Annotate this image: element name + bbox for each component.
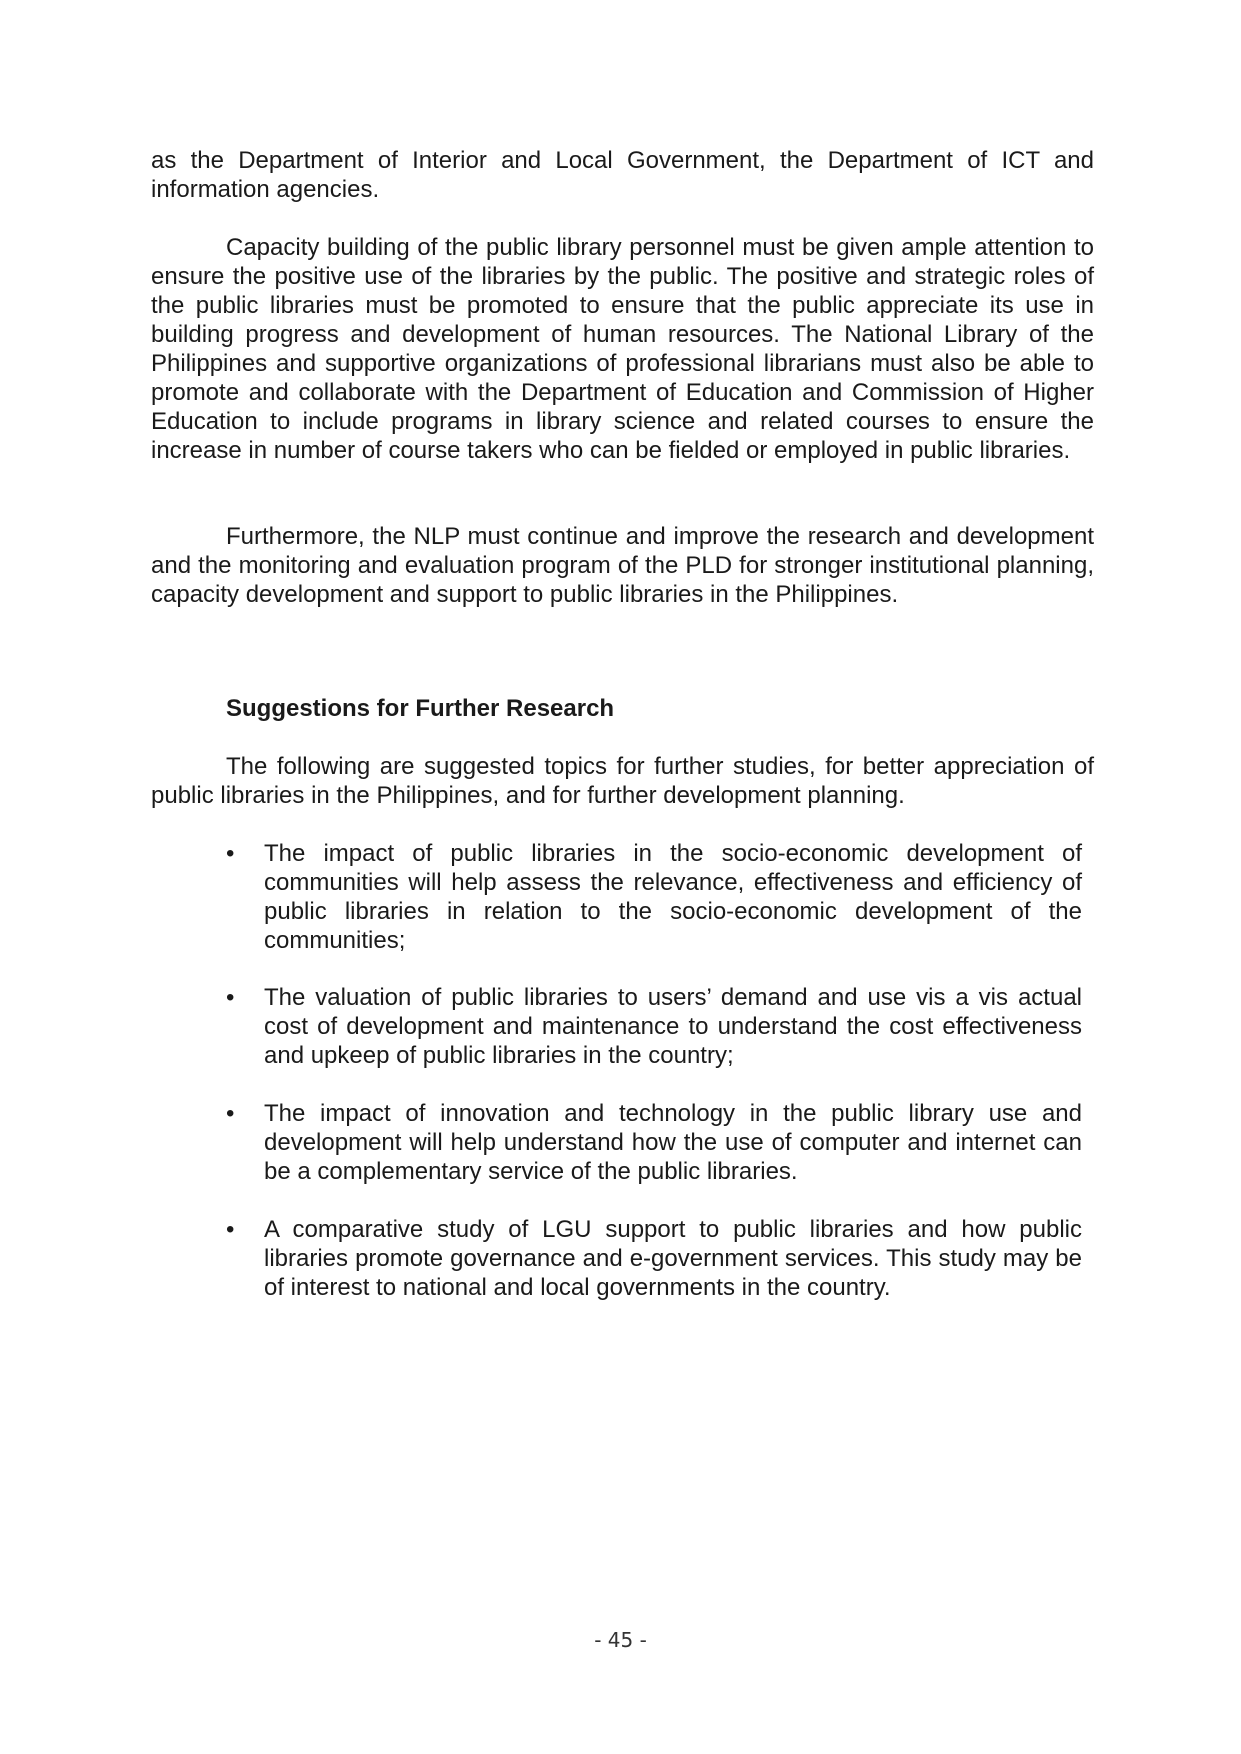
paragraph-continuation: as the Department of Interior and Local Government, the Department of ICT and information agencies. (151, 147, 1094, 203)
paragraph-intro: The following are suggested topics for further studies, for better appreciation of public libraries in the Philippines, and for further development planning. (151, 753, 1094, 809)
bullet-text: A comparative study of LGU support to public libraries and how public libraries promote governance and e-government services. This study may be of interest to national and local governments in the country. (264, 1216, 1082, 1301)
bullet-text: The valuation of public libraries to users’ demand and use vis a vis actual cost of development and maintenance to understand the cost effectiveness and upkeep of public libraries in the country; (264, 984, 1082, 1069)
bullet-text: The impact of innovation and technology in the public library use and development will help understand how the use of computer and internet can be a complementary service of the public libraries. (264, 1100, 1082, 1185)
page-number: - 45 - (594, 1628, 647, 1652)
bullet-text: The impact of public libraries in the socio-economic development of communities will help assess the relevance, effectiveness and efficiency of public libraries in relation to the socio-economic development of the communities; (264, 840, 1082, 954)
bullet-icon: • (226, 1100, 235, 1127)
paragraph-furthermore: Furthermore, the NLP must continue and improve the research and development and the monitoring and evaluation program of the PLD for stronger institutional planning, capacity development and support to public libraries in the Philippines. (151, 523, 1094, 608)
bullet-icon: • (226, 984, 235, 1011)
paragraph-capacity-building: Capacity building of the public library personnel must be given ample attention to ensure the positive use of the libraries by the public. The positive and strategic roles of the public libraries must be promoted to ensure that the public appreciate its use in building progress and development of human resources. The National Library of the Philippines and supportive organizations of professional librarians must also be able to promote and collaborate with the Department of Education and Commission of Higher Education to include programs in library science and related courses to ensure the increase in number of course takers who can be fielded or employed in public libraries. (151, 234, 1094, 464)
section-heading: Suggestions for Further Research (226, 695, 615, 722)
bullet-icon: • (226, 1216, 235, 1243)
bullet-icon: • (226, 840, 235, 867)
